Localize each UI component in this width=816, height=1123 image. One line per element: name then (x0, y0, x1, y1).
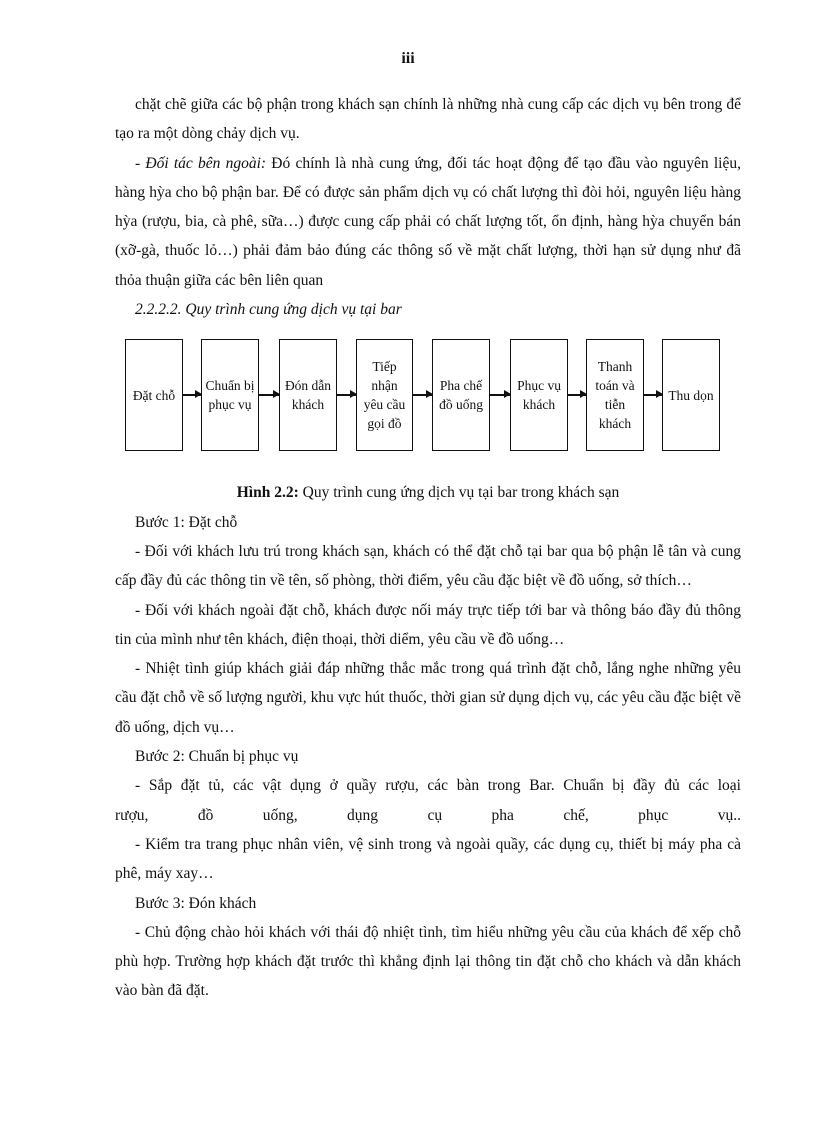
process-flow-diagram (115, 332, 741, 472)
figure-caption (115, 478, 741, 507)
step-3-paragraph-1: - Chủ động chào hỏi khách với thái độ nhiệt tình, tìm hiểu những yêu cầu của khách để xếp chỗ phù hợp. Trường hợp khách đặt trước thì khẳng định lại thông tin đặt chỗ cho khách và dẫn khách vào bàn đã đặt. (115, 923, 741, 1000)
flow-step-8: Thu dọn (662, 339, 720, 451)
flow-arrow (259, 394, 279, 396)
flow-arrow (568, 394, 586, 396)
flow-arrow (644, 394, 662, 396)
flow-step-7: Thanh toán và tiễn khách (586, 339, 644, 451)
figure-caption-text: Quy trình cung ứng dịch vụ tại bar trong khách sạn (298, 484, 620, 502)
flow-step-6: Phục vụ khách (510, 339, 568, 451)
step-1-title: Bước 1: Đặt chỗ (135, 513, 238, 531)
term-external-partner: Đối tác bên ngoài: (145, 154, 267, 172)
step-1-paragraph-3: - Nhiệt tình giúp khách giải đáp những thắc mắc trong quá trình đặt chỗ, lắng nghe những yêu cầu đặt chỗ về số lượng người, khu vực hút thuốc, thời gian sử dụng dịch vụ, các yêu cầu đặc biệt về đồ uống, dịch vụ… (115, 660, 741, 736)
document-body (115, 90, 741, 1006)
step-2-paragraph-2: - Kiểm tra trang phục nhân viên, vệ sinh trong và ngoài quầy, các dụng cụ, thiết bị máy pha cà phê, máy xay… (115, 835, 741, 883)
flow-step-5: Pha chế đồ uống (432, 339, 490, 451)
step-3-title: Bước 3: Đón khách (135, 894, 257, 912)
step-2-paragraph-1-line-1: - Sắp đặt tủ, các vật dụng ở quầy rượu, các bàn trong Bar. Chuẩn bị đầy đủ các loại (135, 777, 741, 795)
step-2-title: Bước 2: Chuẩn bị phục vụ (135, 748, 299, 766)
flow-arrow (490, 394, 510, 396)
bullet-lead: - (135, 154, 146, 172)
figure-label: Hình 2.2: (236, 484, 299, 502)
section-heading: 2.2.2.2. Quy trình cung ứng dịch vụ tại bar (135, 301, 402, 319)
step-1-paragraph-1: - Đối với khách lưu trú trong khách sạn, khách có thể đặt chỗ tại bar qua bộ phận lễ tân và cung cấp đầy đủ các thông tin về tên, số phòng, thời điểm, yêu cầu đặc biệt về đồ uống, sở thích… (115, 542, 741, 590)
flow-arrow (183, 394, 201, 396)
step-2-paragraph-1-line-2: rượu, đồ uống, dụng cụ pha chế, phục vụ.. (115, 806, 741, 824)
flow-arrow (413, 394, 432, 396)
flow-arrow (337, 394, 356, 396)
flow-step-3: Đón dẫn khách (279, 339, 337, 451)
external-partner-text: Đó chính là nhà cung ứng, đối tác hoạt động để tạo đầu vào nguyên liệu, hàng hỳa cho bộ phận bar. Để có được sản phẩm dịch vụ có chất lượng thì đòi hỏi, nguyên liệu hàng hỳa (rượu, bia, cà phê, sữa…) được cung cấp phải có chất lượng tốt, ổn định, hàng hỳa chuyển bán (xỡ-gà, thuốc lỏ…) phải đảm bảo đúng các thông số về mặt chất lượng, thời hạn sử dụng như đã thỏa thuận giữa các bên liên quan (115, 154, 741, 289)
flow-step-1: Đặt chỗ (125, 339, 183, 451)
page-number: iii (401, 50, 415, 67)
paragraph-intro: chặt chẽ giữa các bộ phận trong khách sạn chính là những nhà cung cấp các dịch vụ bên trong để tạo ra một dòng chảy dịch vụ. (115, 96, 741, 143)
step-1-paragraph-2: - Đối với khách ngoài đặt chỗ, khách được nối máy trực tiếp tới bar và thông báo đầy đủ thông tin của mình như tên khách, điện thoại, thời diểm, yêu cầu về đồ uống… (115, 601, 741, 648)
flow-step-4: Tiếp nhận yêu cầu gọi đồ (356, 339, 413, 451)
paragraph-external-partner (115, 149, 741, 295)
flow-step-2: Chuẩn bị phục vụ (201, 339, 259, 451)
